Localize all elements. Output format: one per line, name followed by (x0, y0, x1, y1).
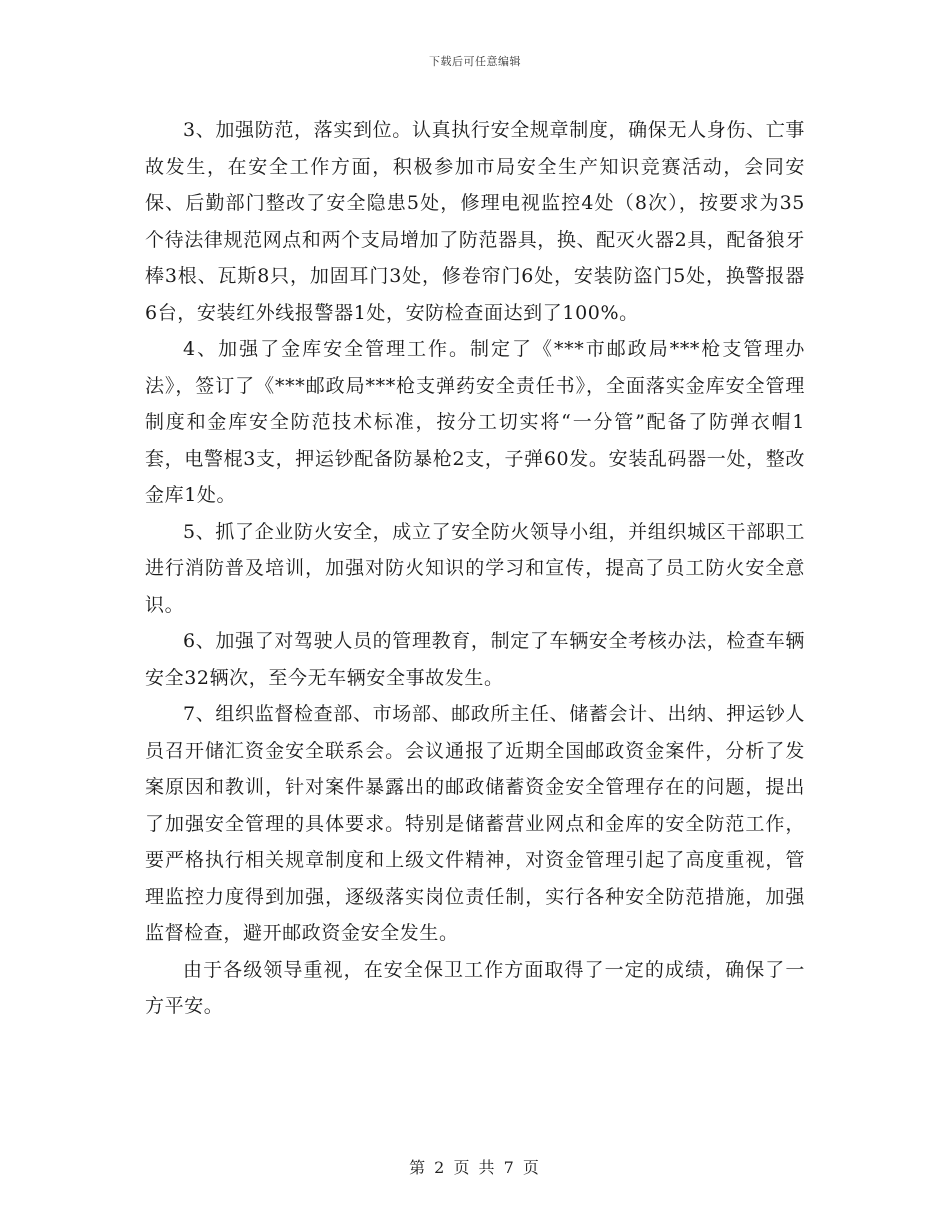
paragraph-item-6: 6、加强了对驾驶人员的管理教育，制定了车辆安全考核办法，检查车辆安全32辆次，至今无车辆安全事故发生。 (145, 630, 805, 689)
paragraph-conclusion: 由于各级领导重视，在安全保卫工作方面取得了一定的成绩，确保了一方平安。 (145, 958, 805, 1017)
paragraph-item-4: 4、加强了金库安全管理工作。制定了《***市邮政局***枪支管理办法》，签订了《***邮政局***枪支弹药安全责任书》，全面落实金库安全管理制度和金库安全防范技术标准，按分工切实将“一分管”配备了防弹衣帽1套，电警棍3支，押运钞配备防暴枪2支，子弹60发。安装乱码器一处，整改金库1处。 (145, 338, 805, 506)
paragraph-item-7: 7、组织监督检查部、市场部、邮政所主任、储蓄会计、出纳、押运钞人员召开储汇资金安全联系会。会议通报了近期全国邮政资金案件，分析了发案原因和教训，针对案件暴露出的邮政储蓄资金安全管理存在的问题，提出了加强安全管理的具体要求。特别是储蓄营业网点和金库的安全防范工作，要严格执行相关规章制度和上级文件精神，对资金管理引起了高度重视，管理监控力度得到加强，逐级落实岗位责任制，实行各种安全防范措施，加强监督检查，避开邮政资金安全发生。 (145, 703, 805, 944)
paragraph-item-5: 5、抓了企业防火安全，成立了安全防火领导小组，并组织城区干部职工进行消防普及培训，加强对防火知识的学习和宣传，提高了员工防火安全意识。 (145, 520, 805, 616)
page-header: 下载后可任意编辑 (429, 55, 521, 68)
document-body (145, 112, 805, 1025)
page-number: 第 2 页 共 7 页 (409, 1158, 541, 1177)
paragraph-item-3: 3、加强防范，落实到位。认真执行安全规章制度，确保无人身伤、亡事故发生，在安全工作方面，积极参加市局安全生产知识竞赛活动，会同安保、后勤部门整改了安全隐患5处，修理电视监控4处（8次），按要求为35个待法律规范网点和两个支局增加了防范器具，换、配灭火器2具，配备狼牙棒3根、瓦斯8只，加固耳门3处，修卷帘门6处，安装防盗门5处，换警报器6台，安装红外线报警器1处，安防检查面达到了100%。 (145, 119, 805, 324)
